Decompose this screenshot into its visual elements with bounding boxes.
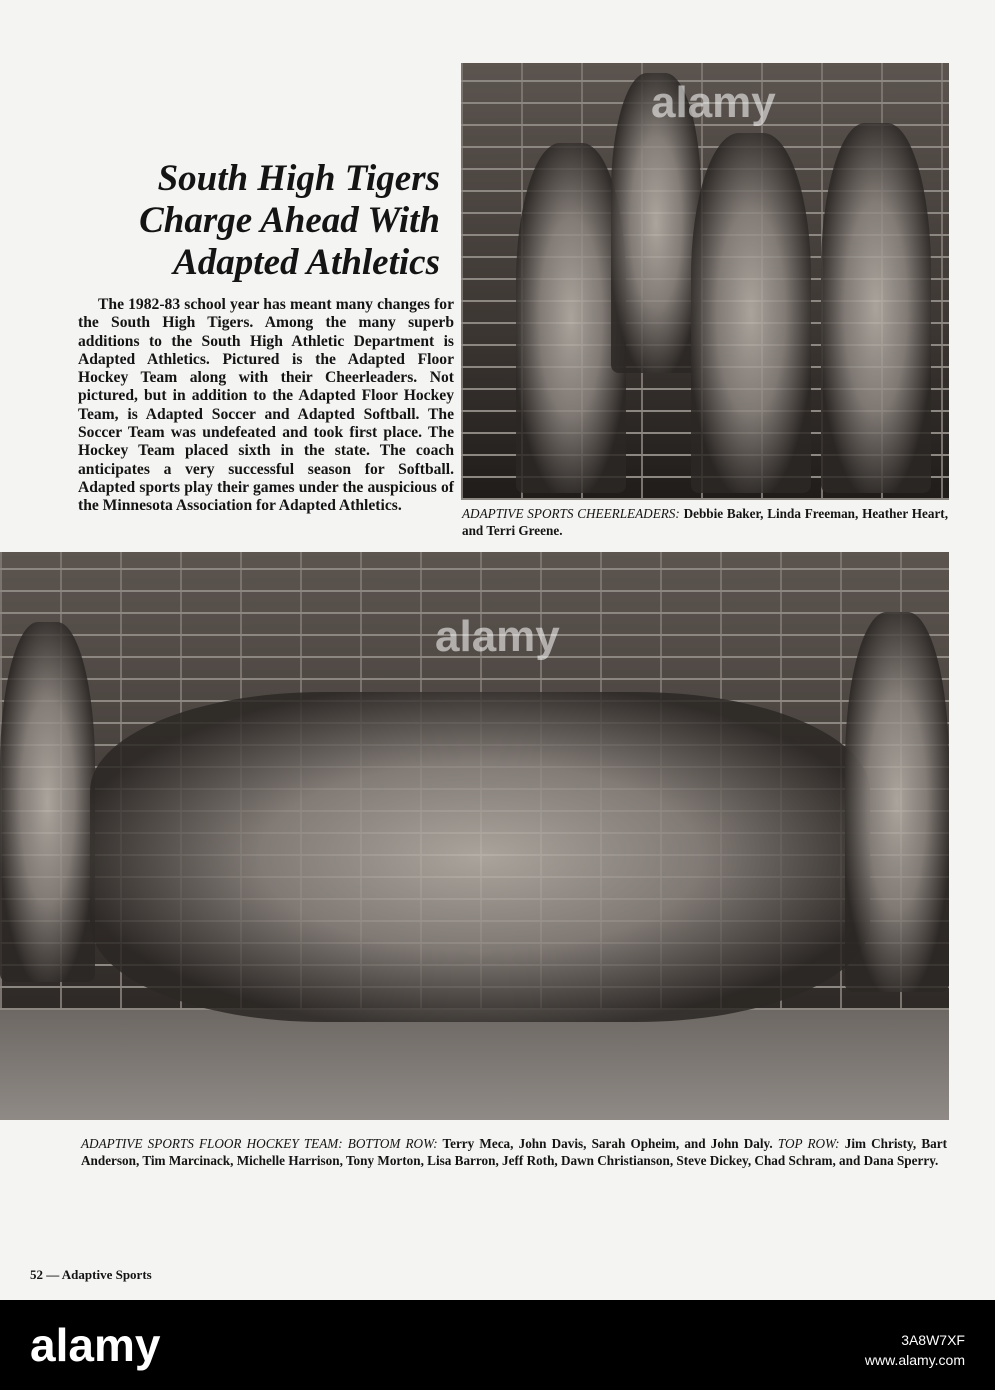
hockey-team-caption: ADAPTIVE SPORTS FLOOR HOCKEY TEAM: BOTTOM ROW: Terry Meca, John Davis, Sarah Opheim, and John Daly. TOP ROW: Jim Christy, Bart Anderson, Tim Marcinack, Michelle Harrison, Tony Morton, Lisa Barron, Jeff Roth, Dawn Christianson, Steve Dickey, Chad Schram, and Dana Sperry. bbox=[81, 1136, 947, 1168]
image-id: 3A8W7XF www.alamy.com bbox=[864, 1332, 965, 1368]
hockey-team-photo bbox=[0, 552, 949, 1120]
watermark: alamy bbox=[435, 612, 560, 661]
article-title: South High Tigers Charge Ahead With Adapted Athletics bbox=[139, 158, 440, 283]
cheerleaders-photo bbox=[461, 63, 949, 500]
page-footer: 52 — Adaptive Sports bbox=[30, 1267, 152, 1282]
watermark: alamy bbox=[651, 78, 776, 127]
gym-floor bbox=[0, 1010, 949, 1120]
alamy-logo: alamy bbox=[30, 1319, 161, 1371]
cheerleaders-caption: ADAPTIVE SPORTS CHEERLEADERS: Debbie Baker, Linda Freeman, Heather Heart, and Terri Greene. bbox=[462, 506, 948, 538]
article-body: The 1982-83 school year has meant many changes for the South High Tigers. Among the many superb additions to the South High Athletic Department is Adapted Athletics. Pictured is the Adapted Floor Hockey Team along with their Cheerleaders. Not pictured, but in addition to the Adapted Floor Hockey Team, is Adapted Soccer and Adapted Softball. The Soccer Team was undefeated and took first place. The Hockey Team placed sixth in the state. The coach anticipates a very successful season for Softball. Adapted sports play their games under the auspicious of the Minnesota Association for Adapted Athletics. bbox=[78, 296, 454, 515]
